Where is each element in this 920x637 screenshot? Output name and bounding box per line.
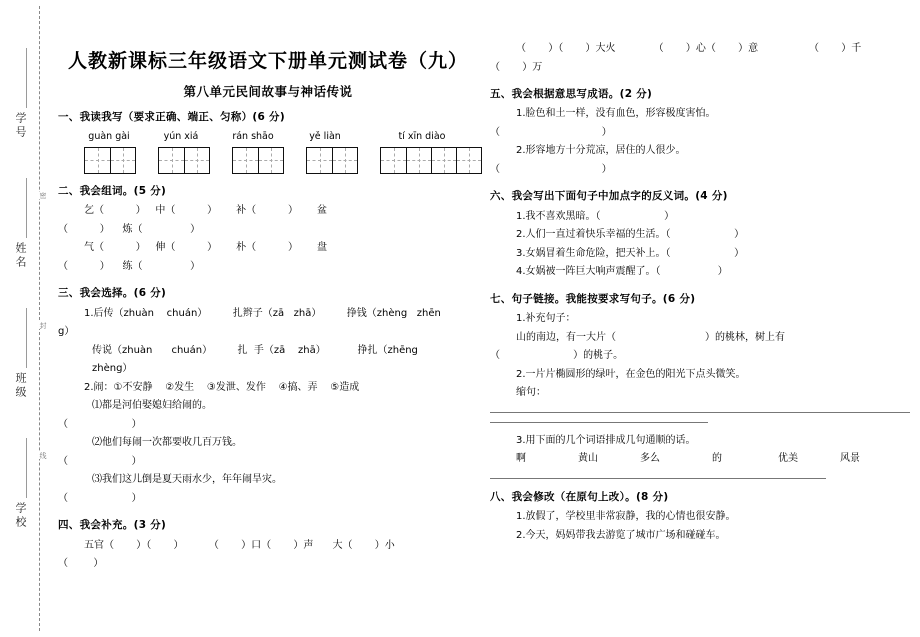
section-2-row-2[interactable]: 气（ ） 伸（ ） 朴（ ） 盘 xyxy=(84,242,328,254)
section-5-heading: 五、我会根据意思写成语。(2 分) xyxy=(490,88,653,100)
writing-grid-4[interactable] xyxy=(306,147,358,174)
writing-cell[interactable] xyxy=(110,148,135,173)
section-3-q2-blank-1[interactable]: （ ） xyxy=(58,418,142,430)
section-6-item-3[interactable]: 3.女娲冒着生命危险，把天补上。（ ） xyxy=(516,247,745,259)
writing-cell[interactable] xyxy=(233,148,258,173)
writing-cell[interactable] xyxy=(258,148,283,173)
section-4-row-1-cont[interactable]: （ ） xyxy=(58,558,104,570)
section-2-heading: 二、我会组词。(5 分) xyxy=(58,184,167,197)
section-3-q1-line-a-wrap: g） xyxy=(58,326,75,338)
section-4-row-2-cont[interactable]: （ ）万 xyxy=(490,61,543,73)
section-3-q2: 2.闹：①不安静 ②发生 ③发泄、发作 ④搞、弄 ⑤造成 xyxy=(84,381,360,393)
section-3-heading: 三、我会选择。(6 分) xyxy=(58,287,167,300)
section-7-q2-label: 缩句： xyxy=(516,387,546,399)
section-7-q3: 3.用下面的几个词语排成几句通顺的话。 xyxy=(516,434,696,446)
writing-grid-1[interactable] xyxy=(84,147,136,174)
section-6-item-4[interactable]: 4.女娲被一阵巨大响声震醒了。（ ） xyxy=(516,266,728,278)
right-column xyxy=(490,40,910,545)
seal-char-1: 密 xyxy=(33,192,46,199)
word-4[interactable]: 的 xyxy=(712,453,722,465)
write-line-school xyxy=(26,438,27,498)
section-5-q2: 2.形容地方十分荒凉，居住的人很少。 xyxy=(516,145,686,157)
writing-cell[interactable] xyxy=(332,148,357,173)
section-1-heading: 一、我读我写（要求正确、端正、匀称）(6 分) xyxy=(58,111,285,123)
section-4-row-2[interactable]: （ ）（ ）大火 （ ）心（ ）意 （ ）千 xyxy=(516,43,862,54)
word-2[interactable]: 黄山 xyxy=(578,453,598,465)
section-7-heading: 七、句子链接。我能按要求写句子。(6 分) xyxy=(490,292,696,305)
writing-cell[interactable] xyxy=(307,148,332,173)
word-5[interactable]: 优美 xyxy=(778,453,798,465)
section-2-row-1-cont[interactable]: （ ） 炼（ ） xyxy=(58,223,201,235)
page-title: 人教新课标三年级语文下册单元测试卷（九） xyxy=(67,50,468,72)
section-3-q2-blank-2[interactable]: （ ） xyxy=(58,455,142,467)
write-line-class xyxy=(26,308,27,368)
sealing-dashed-line xyxy=(39,6,40,631)
pinyin-2: yún xiá xyxy=(163,131,199,143)
section-3-q2-sentence-2: ⑵他们每闹一次都要收几百万钱。 xyxy=(92,437,242,449)
seal-char-2: 封 xyxy=(33,322,46,329)
writing-cell[interactable] xyxy=(381,148,406,173)
writing-grid-3[interactable] xyxy=(232,147,284,174)
writing-cell[interactable] xyxy=(184,148,209,173)
word-1[interactable]: 啊 xyxy=(516,453,526,465)
pinyin-3: rán shāo xyxy=(232,131,274,143)
section-1-pinyin-row xyxy=(58,128,478,146)
write-line-name xyxy=(26,178,27,238)
margin-strip xyxy=(0,0,58,637)
writing-grid-5[interactable] xyxy=(380,147,482,174)
word-6[interactable]: 风景 xyxy=(840,453,860,465)
pinyin-5: tí xīn diào xyxy=(398,131,446,143)
word-3[interactable]: 多么 xyxy=(640,453,660,465)
writing-cell[interactable] xyxy=(159,148,184,173)
pinyin-4: yě liàn xyxy=(309,131,341,143)
margin-label-school: 学校 xyxy=(14,502,27,530)
section-8-heading: 八、我会修改（在原句上改）。(8 分) xyxy=(490,490,669,503)
section-1-writing-grids[interactable] xyxy=(58,147,478,174)
section-3-q2-sentence-3: ⑶我们这儿倒是夏天雨水少，年年闹旱灾。 xyxy=(92,474,282,486)
section-7-word-bank xyxy=(490,450,910,469)
writing-grid-2[interactable] xyxy=(158,147,210,174)
section-7-q2: 2.一片片椭圆形的绿叶，在金色的阳光下点头微笑。 xyxy=(516,368,746,380)
section-4-heading: 四、我会补充。(3 分) xyxy=(58,519,167,532)
section-7-q1-line-cont[interactable]: （ ）的桃子。 xyxy=(490,350,624,362)
section-7-q1-line[interactable]: 山的南边，有一大片（ ）的桃林，树上有 xyxy=(516,331,786,343)
section-2-row-2-cont[interactable]: （ ） 练（ ） xyxy=(58,260,201,272)
margin-label-class: 班级 xyxy=(14,372,27,400)
writing-cell[interactable] xyxy=(406,148,431,173)
paper-header xyxy=(58,0,478,100)
section-5-q1-blank[interactable]: （ ） xyxy=(490,126,612,138)
writing-cell[interactable] xyxy=(456,148,481,173)
section-6-heading: 六、我会写出下面句子中加点字的反义词。(4 分) xyxy=(490,190,728,203)
writing-cell[interactable] xyxy=(431,148,456,173)
section-7-q1-label: 1.补充句子： xyxy=(516,313,576,325)
section-3-q1-line-a[interactable]: 1.后传（zhuàn chuán） 扎辫子（zā zhā） 挣钱（zhèng zhēn xyxy=(84,307,441,319)
answer-rule-3[interactable] xyxy=(490,478,826,479)
left-column xyxy=(58,108,478,574)
section-4-row-1[interactable]: 五官（ ）（ ） （ ）口（ ）声 大（ ）小 xyxy=(84,539,395,551)
answer-rule-2[interactable] xyxy=(490,422,708,423)
seal-char-3: 线 xyxy=(33,452,46,459)
section-3-q2-sentence-1: ⑴都是河伯娶媳妇给闹的。 xyxy=(92,400,212,412)
section-6-item-2[interactable]: 2.人们一直过着快乐幸福的生活。（ ） xyxy=(516,229,745,241)
section-5-q2-blank[interactable]: （ ） xyxy=(490,163,612,175)
margin-label-student-id: 学号 xyxy=(14,112,27,140)
write-line-student-id xyxy=(26,48,27,108)
section-3-q1-line-b-wrap: zhèng） xyxy=(92,363,133,375)
section-8-q1[interactable]: 1.放假了，学校里非常寂静，我的心情也很安静。 xyxy=(516,511,736,523)
section-3-q2-blank-3[interactable]: （ ） xyxy=(58,492,142,504)
section-6-item-1[interactable]: 1.我不喜欢黑暗。（ ） xyxy=(516,210,675,222)
section-5-q1: 1.脸色和土一样，没有血色，形容极度害怕。 xyxy=(516,108,716,120)
margin-label-name: 姓名 xyxy=(14,242,27,270)
writing-cell[interactable] xyxy=(85,148,110,173)
pinyin-1: guàn gài xyxy=(88,131,130,143)
section-3-q1-line-b[interactable]: 传说（zhuàn chuán） 扎 手（zā zhā） 挣扎（zhēng xyxy=(92,344,418,356)
section-2-row-1[interactable]: 乞（ ） 中（ ） 补（ ） 盆 xyxy=(84,205,328,217)
answer-rule-1[interactable] xyxy=(490,412,910,413)
page-subtitle: 第八单元民间故事与神话传说 xyxy=(183,84,353,99)
section-8-q2[interactable]: 2.今天，妈妈带我去游览了城市广场和碰碰车。 xyxy=(516,529,726,541)
